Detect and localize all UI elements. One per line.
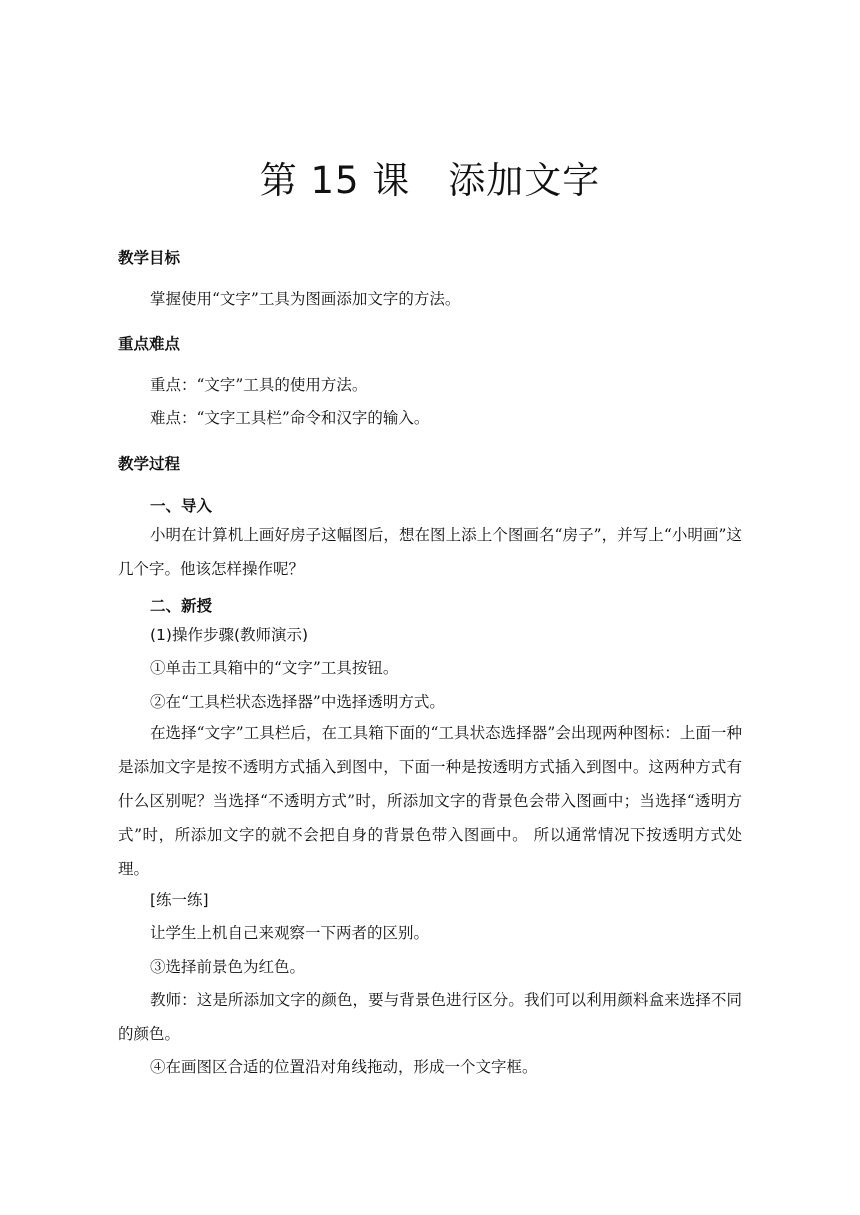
practice-label: [练一练] bbox=[150, 891, 209, 909]
key-heading: 重点难点 bbox=[118, 335, 181, 353]
goal-heading: 教学目标 bbox=[118, 249, 181, 267]
lesson-title: 第 15 课 添加文字 bbox=[259, 159, 601, 202]
teacher-text: 教师：这是所添加文字的颜色，要与背景色进行区分。我们可以利用颜料盒来选择不同的颜色。 bbox=[118, 991, 742, 1043]
difficult-point: 难点：“文字工具栏”命令和汉字的输入。 bbox=[150, 409, 430, 427]
step-1: ①单击工具箱中的“文字”工具按钮。 bbox=[150, 659, 399, 677]
step-4: ④在画图区合适的位置沿对角线拖动，形成一个文字框。 bbox=[150, 1058, 538, 1076]
explanation-paragraph: 在选择“文字”工具栏后，在工具箱下面的“工具状态选择器”会出现两种图标：上面一种是添加文字是按不透明方式插入到图中，下面一种是按透明方式插入到图中。这两种方式有什么区别呢？当选择“不透明方式”时，所添加文字的背景色会带入图画中；当选择“透明方式”时，所添加文字的就不会把自身的背景色带入图画中。 所以通常情况下按透明方式处理。 bbox=[118, 724, 742, 878]
steps-heading: (1)操作步骤(教师演示) bbox=[150, 626, 309, 644]
goal-text: 掌握使用“文字”工具为图画添加文字的方法。 bbox=[150, 290, 461, 308]
step-2: ②在“工具栏状态选择器”中选择透明方式。 bbox=[150, 693, 445, 711]
new-heading: 二、新授 bbox=[150, 597, 213, 615]
key-point: 重点：“文字”工具的使用方法。 bbox=[150, 376, 368, 394]
step-3: ③选择前景色为红色。 bbox=[150, 958, 306, 976]
intro-text: 小明在计算机上画好房子这幅图后，想在图上添上个图画名“房子”，并写上“小明画”这几个字。他该怎样操作呢？ bbox=[118, 526, 742, 578]
intro-heading: 一、导入 bbox=[150, 497, 213, 515]
process-heading: 教学过程 bbox=[118, 455, 181, 473]
practice-text: 让学生上机自己来观察一下两者的区别。 bbox=[150, 924, 430, 942]
